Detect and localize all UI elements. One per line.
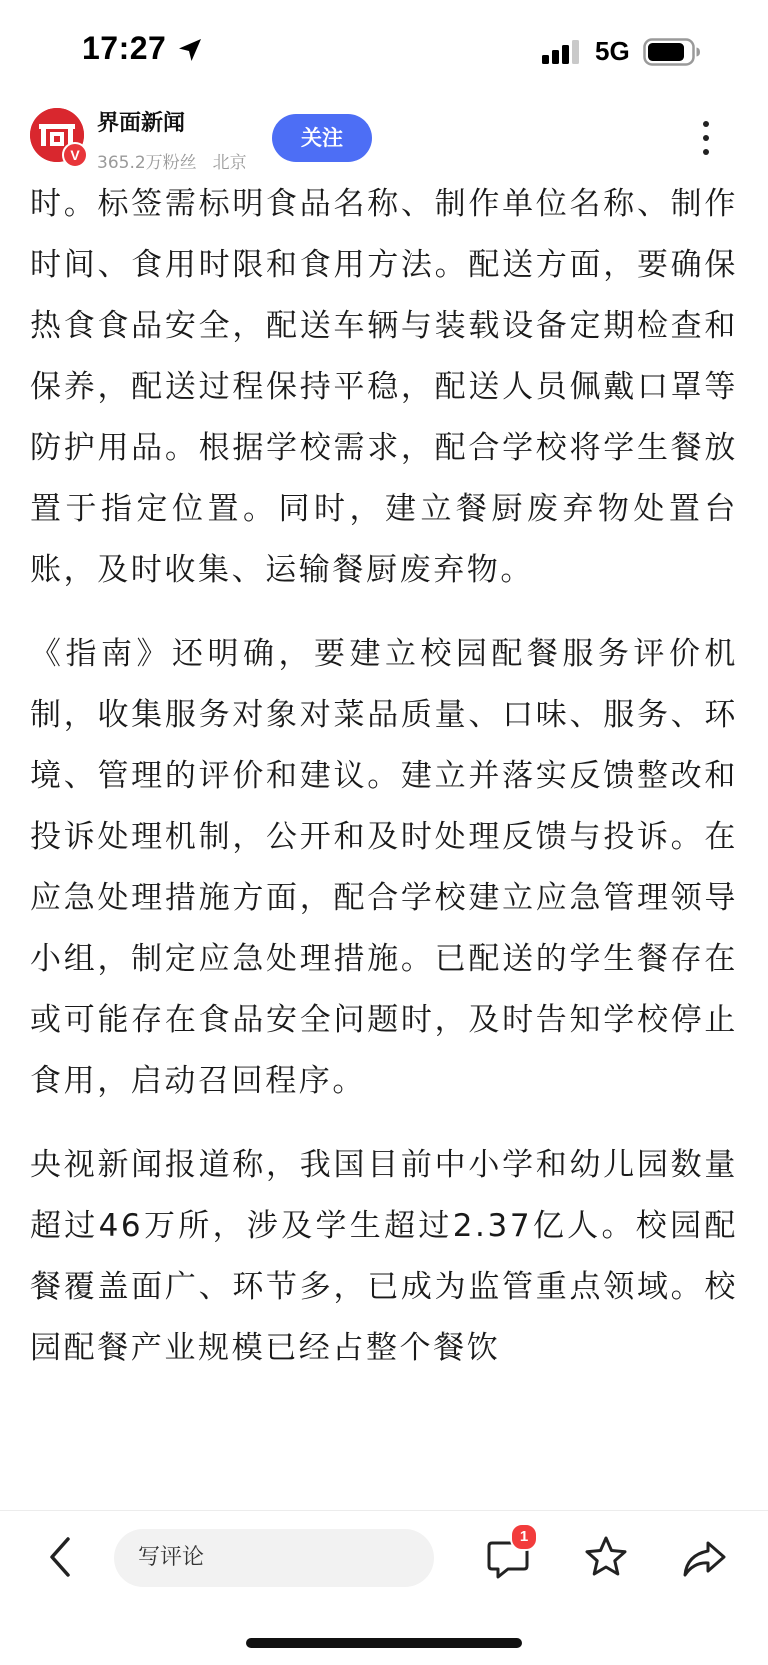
channel-meta — [97, 148, 247, 173]
status-time: 17:27 — [82, 30, 167, 66]
channel-name[interactable]: 界面新闻 — [97, 111, 186, 136]
battery-icon — [643, 38, 701, 66]
article-paragraph: 央视新闻报道称，我国目前中小学和幼儿园数量超过46万所，涉及学生超过2.37亿人。校园配餐覆盖面广、环节多，已成为监管重点领域。校园配餐产业规模已经占整个餐饮 — [30, 1147, 738, 1366]
home-indicator[interactable] — [246, 1638, 522, 1648]
comment-input[interactable]: 写评论 — [114, 1529, 434, 1587]
more-icon[interactable] — [696, 118, 716, 160]
article-paragraph: 《指南》还明确，要建立校园配餐服务评价机制，收集服务对象对菜品质量、口味、服务、环境、管理的评价和建议。建立并落实反馈整改和投诉处理机制，公开和及时处理反馈与投诉。在应急处理措施方面，配合学校建立应急管理领导小组，制定应急处理措施。已配送的学生餐存在或可能存在食品安全问题时，及时告知学校停止食用，启动召回程序。 — [30, 636, 738, 1099]
location-arrow-icon — [176, 36, 204, 64]
channel-location: 北京 — [212, 153, 247, 173]
status-bar — [0, 0, 768, 100]
comment-count-badge: 1 — [510, 1523, 538, 1551]
follower-count: 365.2万粉丝 — [97, 153, 197, 173]
star-icon[interactable] — [582, 1533, 630, 1581]
signal-icon — [542, 40, 582, 64]
article-paragraph: 时。标签需标明食品名称、制作单位名称、制作时间、食用时限和食用方法。配送方面，要确保热食食品安全，配送车辆与装载设备定期检查和保养，配送过程保持平稳，配送人员佩戴口罩等防护用品。根据学校需求，配合学校将学生餐放置于指定位置。同时，建立餐厨废弃物处置台账，及时收集、运输餐厨废弃物。 — [30, 186, 738, 588]
follow-button[interactable]: 关注 — [272, 114, 372, 162]
back-icon[interactable] — [44, 1533, 78, 1581]
article-body — [30, 176, 738, 1506]
bottom-toolbar — [0, 1510, 768, 1619]
network-label: 5G — [595, 36, 630, 66]
verified-icon: V — [62, 142, 88, 168]
share-icon[interactable] — [680, 1535, 728, 1583]
